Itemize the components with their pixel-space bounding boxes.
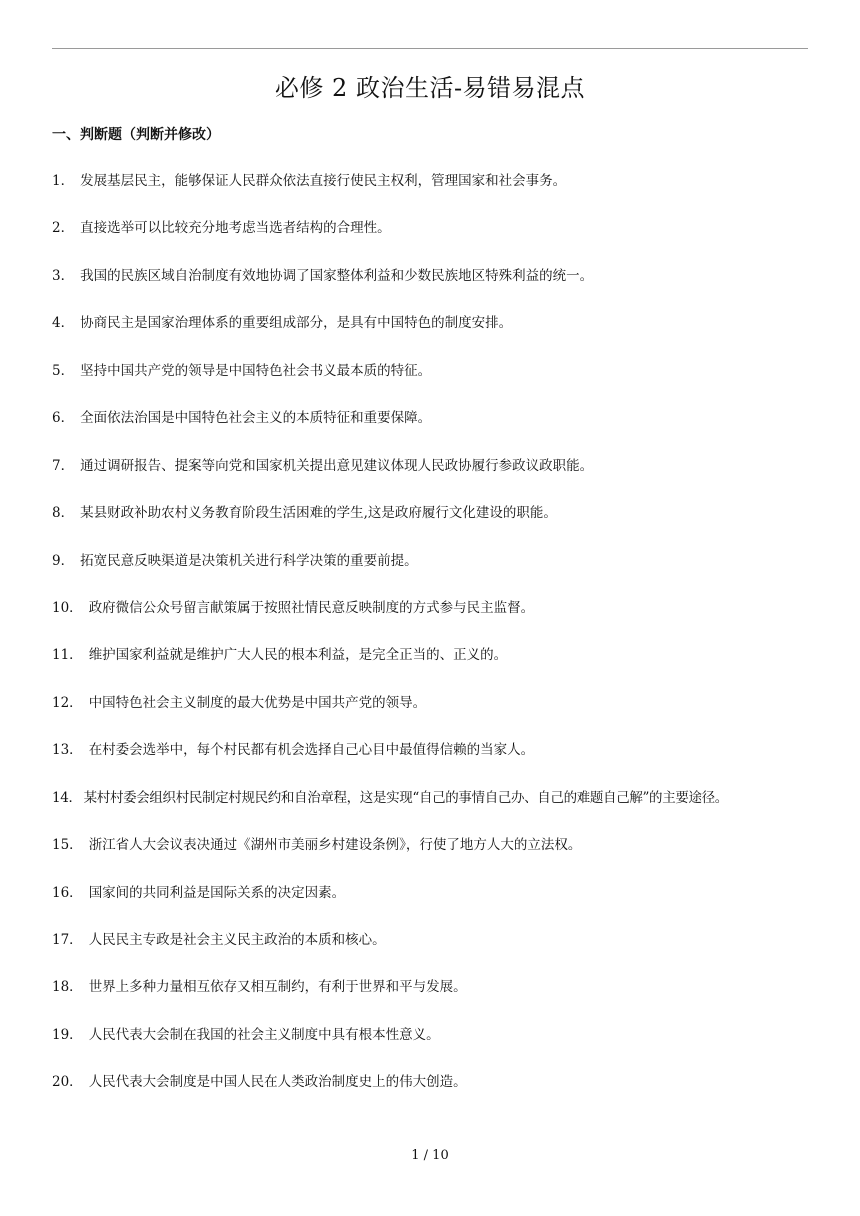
question-item (52, 976, 822, 1023)
question-text: 发展基层民主，能够保证人民群众依法直接行使民主权利，管理国家和社会事务。 (80, 173, 567, 189)
question-text: 浙江省人大会议表决通过《湖州市美丽乡村建设条例》，行使了地方人大的立法权。 (88, 837, 582, 854)
question-item (52, 360, 822, 407)
question-list (52, 170, 822, 1119)
question-item (52, 692, 822, 739)
question-number: 4． (52, 315, 75, 332)
question-number: 2． (52, 220, 75, 237)
question-item (52, 265, 822, 312)
question-item (52, 502, 822, 549)
header-rule (52, 48, 808, 49)
question-number: 11． (52, 647, 83, 664)
question-text: 我国的民族区域自治制度有效地协调了国家整体利益和少数民族地区特殊利益的统一。 (80, 267, 594, 284)
question-text: 维护国家利益就是维护广大人民的根本利益，是完全正当的、正义的。 (88, 647, 508, 664)
document-title: 必修 2 政治生活-易错易混点 (274, 74, 586, 102)
question-text: 人民代表大会制度是中国人民在人类政治制度史上的伟大创造。 (88, 1074, 467, 1091)
question-text: 人民民主专政是社会主义民主政治的本质和核心。 (88, 932, 386, 948)
question-number: 3． (52, 267, 75, 284)
question-text: 拓宽民意反映渠道是决策机关进行科学决策的重要前提。 (80, 552, 418, 569)
question-text: 通过调研报告、提案等向党和国家机关提出意见建议体现人民政协履行参政议政职能。 (80, 457, 594, 474)
question-text: 直接选举可以比较充分地考虑当选者结构的合理性。 (80, 220, 391, 237)
question-text: 某村村委会组织村民制定村规民约和自治章程，这是实现“自己的事情自己办、自己的难题自己解”的主要途径。 (83, 789, 728, 806)
question-item (52, 1071, 822, 1118)
question-number: 13． (52, 742, 83, 759)
question-number: 16． (52, 884, 83, 901)
page-number: 1 / 10 (411, 1148, 449, 1163)
question-number: 15． (52, 837, 83, 854)
question-text: 坚持中国共产党的领导是中国特色社会书义最本质的特征。 (80, 362, 432, 379)
question-number: 7． (52, 457, 75, 474)
question-text: 中国特色社会主义制度的最大优势是中国共产党的领导。 (88, 694, 427, 711)
question-item (52, 550, 822, 597)
question-number: 1． (52, 173, 75, 189)
question-text: 国家间的共同利益是国际关系的决定因素。 (88, 884, 346, 901)
question-number: 12． (52, 694, 83, 711)
question-number: 18． (52, 979, 83, 996)
question-item (52, 312, 822, 359)
question-item (52, 1024, 822, 1071)
question-number: 6． (52, 410, 75, 427)
question-number: 20． (52, 1074, 83, 1091)
question-number: 8． (52, 505, 75, 522)
question-item (52, 644, 822, 691)
question-number: 14． (52, 789, 82, 806)
question-number: 17． (52, 932, 83, 948)
question-text: 政府微信公众号留言献策属于按照社情民意反映制度的方式参与民主监督。 (88, 599, 535, 616)
question-item (52, 739, 822, 786)
question-item (52, 407, 822, 454)
question-text: 世界上多种力量相互依存又相互制约，有利于世界和平与发展。 (88, 979, 467, 996)
question-item (52, 217, 822, 264)
question-item (52, 597, 822, 644)
question-number: 10． (52, 599, 83, 616)
question-item (52, 834, 822, 881)
question-text: 全面依法治国是中国特色社会主义的本质特征和重要保障。 (80, 410, 432, 427)
question-text: 某县财政补助农村义务教育阶段生活困难的学生,这是政府履行文化建设的职能。 (80, 505, 557, 522)
question-item (52, 882, 822, 929)
question-number: 5． (52, 362, 75, 379)
question-item (52, 787, 822, 834)
question-number: 9． (52, 552, 75, 569)
question-text: 协商民主是国家治理体系的重要组成部分，是具有中国特色的制度安排。 (80, 315, 513, 332)
question-item (52, 455, 822, 502)
section-heading: 一、判断题（判断并修改） (52, 127, 220, 143)
question-text: 人民代表大会制在我国的社会主义制度中具有根本性意义。 (88, 1026, 440, 1043)
question-number: 19． (52, 1026, 83, 1043)
question-item (52, 929, 822, 976)
question-text: 在村委会选举中，每个村民都有机会选择自己心目中最值得信赖的当家人。 (88, 742, 535, 759)
question-item (52, 170, 822, 217)
